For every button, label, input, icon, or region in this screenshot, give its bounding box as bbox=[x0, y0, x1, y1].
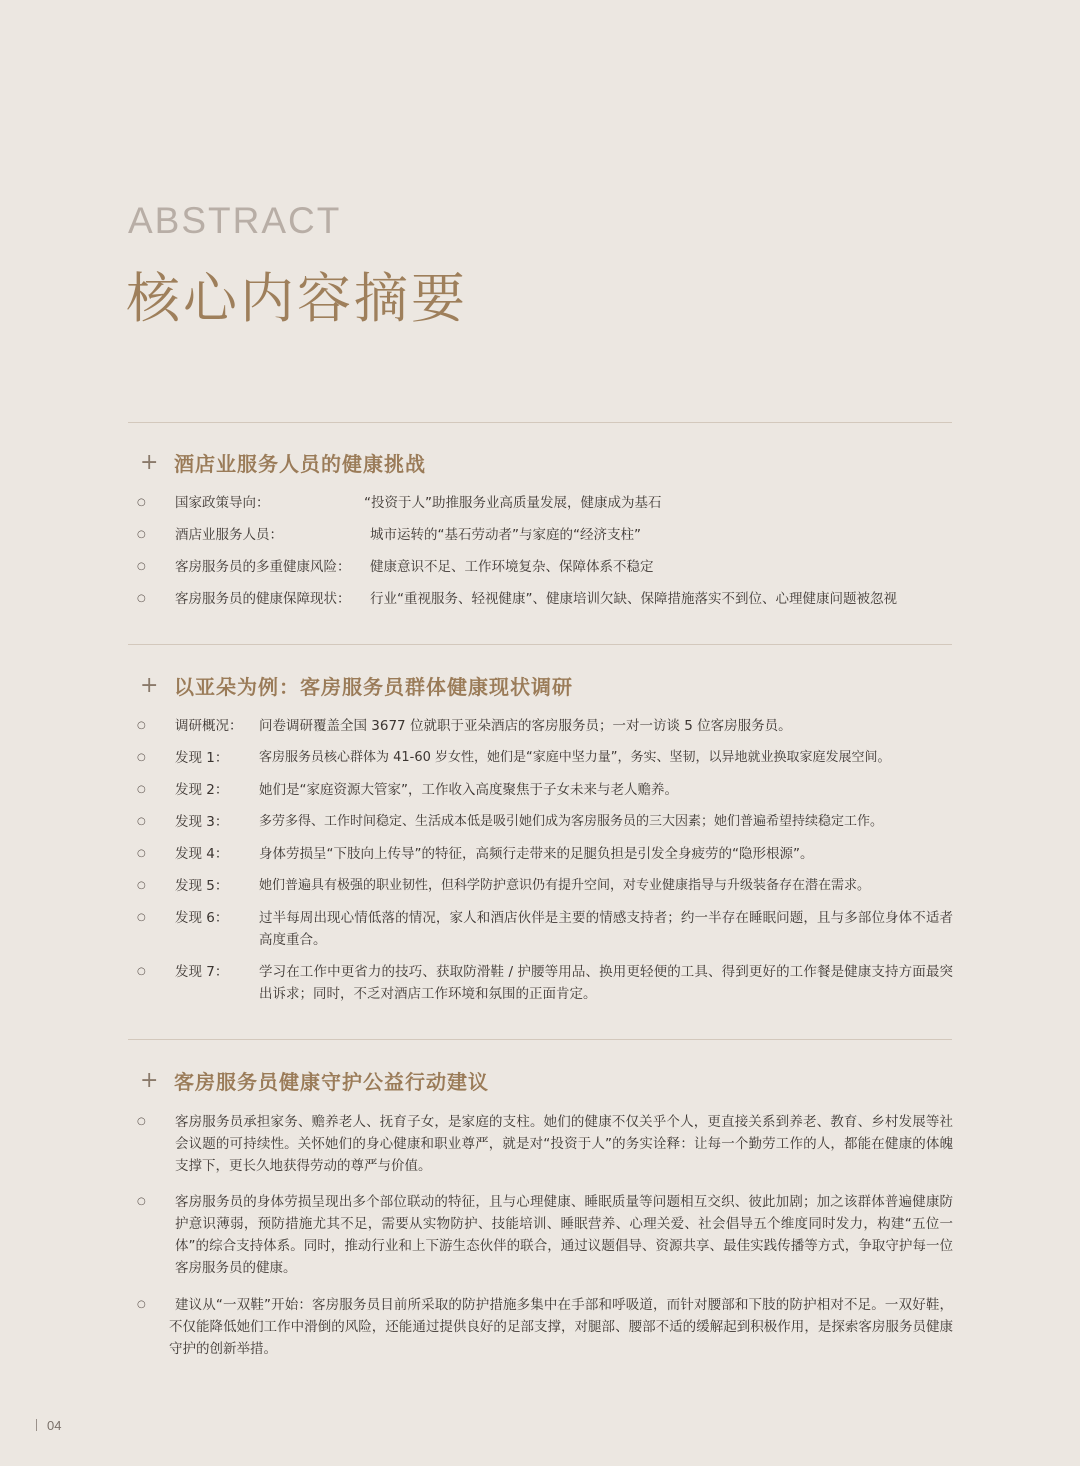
item-value: 过半每周出现心情低落的情况，家人和酒店伙伴是主要的情感支持者；约一半存在睡眠问题，且与多部位身体不适者高度重合。 bbox=[259, 910, 953, 948]
plus-icon: + bbox=[140, 672, 159, 698]
section-header bbox=[140, 1066, 489, 1095]
item-label: 发现 1： bbox=[175, 750, 229, 766]
item-value: 多劳多得、工作时间稳定、生活成本低是吸引她们成为客房服务员的三大因素；她们普遍希望持续稳定工作。 bbox=[259, 814, 884, 829]
item-label: 调研概况： bbox=[175, 718, 243, 734]
item-value: 问卷调研覆盖全国 3677 位就职于亚朵酒店的客房服务员；一对一访谈 5 位客房服务员。 bbox=[259, 718, 792, 734]
item-value: 健康意识不足、工作环境复杂、保障体系不稳定 bbox=[370, 559, 654, 575]
item-label: 发现 5： bbox=[175, 878, 229, 894]
circle-bullet-icon: ○ bbox=[137, 1196, 146, 1207]
page-footer bbox=[36, 1418, 61, 1433]
circle-bullet-icon: ○ bbox=[137, 720, 146, 731]
circle-bullet-icon: ○ bbox=[137, 816, 146, 827]
circle-bullet-icon: ○ bbox=[137, 966, 146, 977]
item-value: “投资于人”助推服务业高质量发展，健康成为基石 bbox=[364, 495, 662, 511]
section-header bbox=[140, 671, 573, 700]
item-label: 国家政策导向： bbox=[175, 495, 270, 511]
item-label: 发现 4： bbox=[175, 846, 229, 862]
item-value: 身体劳损呈“下肢向上传导”的特征，高频行走带来的足腿负担是引发全身疲劳的“隐形根源”。 bbox=[259, 846, 814, 862]
circle-bullet-icon: ○ bbox=[137, 784, 146, 795]
section-title: 酒店业服务人员的健康挑战 bbox=[174, 452, 426, 476]
item-label: 客房服务员的多重健康风险： bbox=[175, 559, 351, 575]
circle-bullet-icon: ○ bbox=[137, 1116, 146, 1127]
section-title: 客房服务员健康守护公益行动建议 bbox=[174, 1070, 489, 1094]
section-divider bbox=[128, 422, 952, 423]
paragraph: 客房服务员承担家务、赡养老人、抚育子女，是家庭的支柱。她们的健康不仅关乎个人，更直接关系到养老、教育、乡村发展等社会议题的可持续性。关怀她们的身心健康和职业尊严，就是对“投资于人”的务实诠释：让每一个勤劳工作的人，都能在健康的体魄支撑下，更长久地获得劳动的尊严与价值。 bbox=[175, 1114, 953, 1174]
plus-icon: + bbox=[140, 1067, 159, 1093]
item-value: 客房服务员核心群体为 41-60 岁女性，她们是“家庭中坚力量”，务实、坚韧，以异地就业换取家庭发展空间。 bbox=[259, 750, 891, 765]
circle-bullet-icon: ○ bbox=[137, 912, 146, 923]
paragraph: 建议从“一双鞋”开始：客房服务员目前所采取的防护措施多集中在手部和呼吸道，而针对腰部和下肢的防护相对不足。一双好鞋，不仅能降低她们工作中滑倒的风险，还能通过提供良好的足部支撑，对腿部、腰部不适的缓解起到积极作用，是探索客房服务员健康守护的创新举措。 bbox=[169, 1297, 953, 1357]
footer-bar bbox=[36, 1419, 37, 1431]
item-value: 行业“重视服务、轻视健康”、健康培训欠缺、保障措施落实不到位、心理健康问题被忽视 bbox=[370, 591, 897, 607]
section-divider bbox=[128, 1039, 952, 1040]
section-header bbox=[140, 448, 426, 477]
circle-bullet-icon: ○ bbox=[137, 593, 146, 604]
item-label: 客房服务员的健康保障现状： bbox=[175, 591, 351, 607]
section-title: 以亚朵为例：客房服务员群体健康现状调研 bbox=[174, 675, 573, 699]
circle-bullet-icon: ○ bbox=[137, 529, 146, 540]
item-value: 她们普遍具有极强的职业韧性，但科学防护意识仍有提升空间，对专业健康指导与升级装备存在潜在需求。 bbox=[259, 878, 871, 893]
circle-bullet-icon: ○ bbox=[137, 848, 146, 859]
item-label: 酒店业服务人员： bbox=[175, 527, 283, 543]
item-value: 她们是“家庭资源大管家”，工作收入高度聚焦于子女未来与老人赡养。 bbox=[259, 782, 678, 798]
circle-bullet-icon: ○ bbox=[137, 752, 146, 763]
item-label: 发现 3： bbox=[175, 814, 229, 830]
item-label: 发现 6： bbox=[175, 910, 229, 926]
page-number: 04 bbox=[47, 1418, 62, 1433]
item-label: 发现 2： bbox=[175, 782, 229, 798]
page-title: 核心内容摘要 bbox=[126, 267, 468, 330]
abstract-label: ABSTRACT bbox=[128, 200, 342, 241]
circle-bullet-icon: ○ bbox=[137, 880, 146, 891]
circle-bullet-icon: ○ bbox=[137, 497, 146, 508]
circle-bullet-icon: ○ bbox=[137, 1299, 146, 1310]
section-divider bbox=[128, 644, 952, 645]
plus-icon: + bbox=[140, 449, 159, 475]
paragraph: 客房服务员的身体劳损呈现出多个部位联动的特征，且与心理健康、睡眠质量等问题相互交织、彼此加剧；加之该群体普遍健康防护意识薄弱，预防措施尤其不足，需要从实物防护、技能培训、睡眠营养、心理关爱、社会倡导五个维度同时发力，构建“五位一体”的综合支持体系。同时，推动行业和上下游生态伙伴的联合，通过议题倡导、资源共享、最佳实践传播等方式，争取守护每一位客房服务员的健康。 bbox=[175, 1194, 953, 1276]
item-label: 发现 7： bbox=[175, 964, 229, 980]
item-value: 学习在工作中更省力的技巧、获取防滑鞋 / 护腰等用品、换用更轻便的工具、得到更好的工作餐是健康支持方面最突出诉求；同时，不乏对酒店工作环境和氛围的正面肯定。 bbox=[259, 964, 953, 1002]
item-value: 城市运转的“基石劳动者”与家庭的“经济支柱” bbox=[370, 527, 641, 543]
circle-bullet-icon: ○ bbox=[137, 561, 146, 572]
